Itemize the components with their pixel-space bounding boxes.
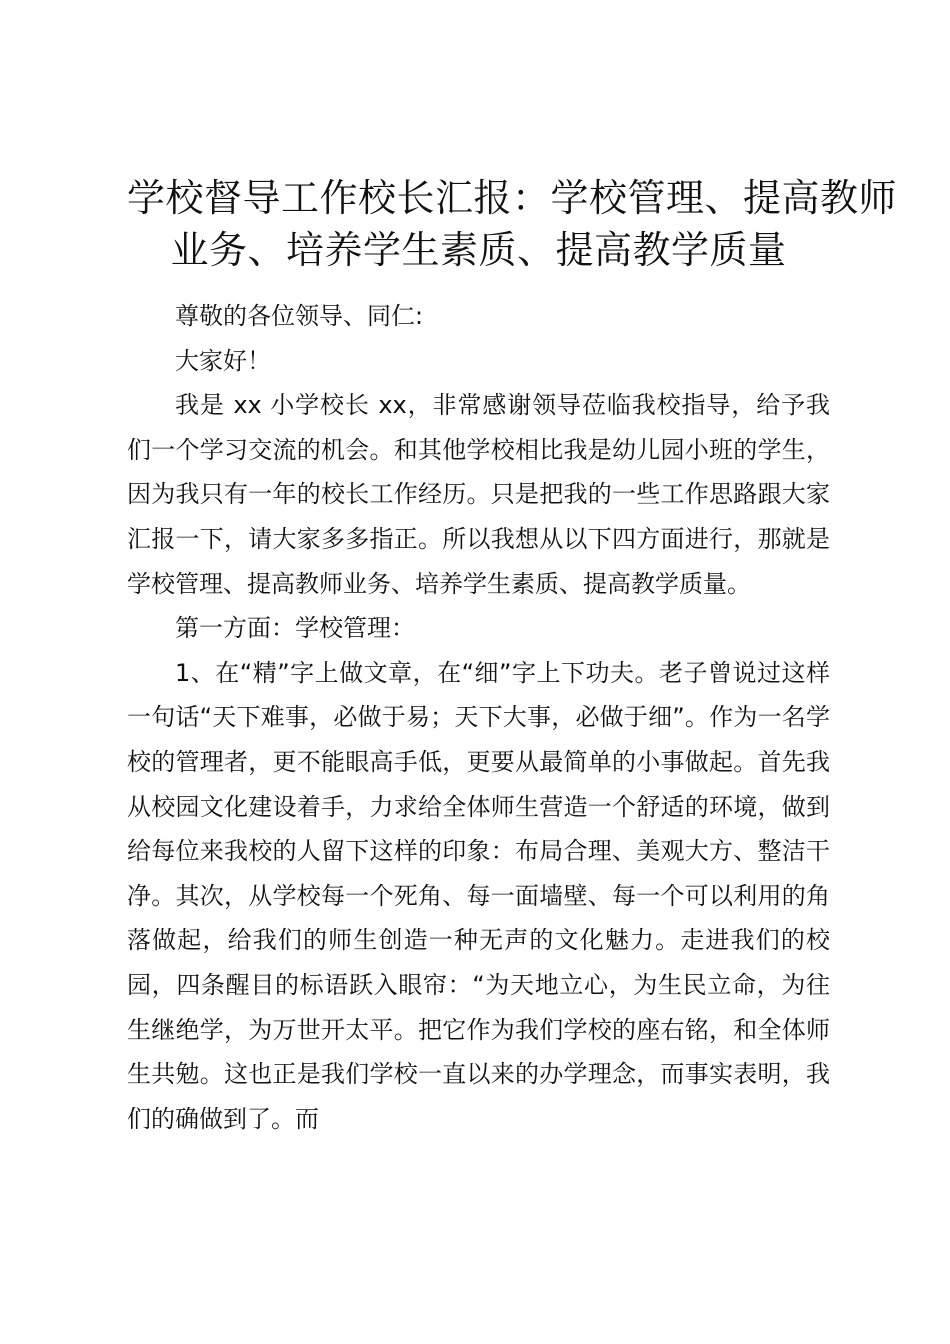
document-body xyxy=(127,294,830,1141)
section-paragraph: 1、在“精”字上做文章，在“细”字上下功夫。老子曾说过这样一句话“天下难事，必做于易；天下大事，必做于细”。作为一名学校的管理者，更不能眼高手低，更要从最简单的小事做起。首先我从校园文化建设着手，力求给全体师生营造一个舒适的环境，做到给每位来我校的人留下这样的印象：布局合理、美观大方、整洁干净。其次，从学校每一个死角、每一面墙壁、每一个可以利用的角落做起，给我们的师生创造一种无声的文化魅力。走进我们的校园，四条醒目的标语跃入眼帘：“为天地立心，为生民立命，为往生继绝学，为万世开太平。把它作为我们学校的座右铭，和全体师生共勉。这也正是我们学校一直以来的办学理念，而事实表明，我们的确做到了。而 xyxy=(127,658,830,1133)
document-page xyxy=(127,172,898,1141)
salutation: 尊敬的各位领导、同仁: xyxy=(175,302,424,330)
title-line-1: 学校督导工作校长汇报：学校管理、提高教师 xyxy=(127,176,898,220)
title-line-2: 业务、培养学生素质、提高教学质量 xyxy=(170,228,787,272)
greeting: 大家好！ xyxy=(175,346,271,375)
intro-paragraph: 我是 xx 小学校长 xx，非常感谢领导莅临我校指导，给予我们一个学习交流的机会。和其他学校相比我是幼儿园小班的学生，因为我只有一年的校长工作经历。只是把我的一些工作思路跟大家汇报一下，请大家多多指正。所以我想从以下四方面进行，那就是学校管理、提高教师业务、培养学生素质、提高教学质量。 xyxy=(127,391,830,598)
document-title xyxy=(127,172,898,276)
section-heading: 第一方面：学校管理： xyxy=(175,614,415,643)
